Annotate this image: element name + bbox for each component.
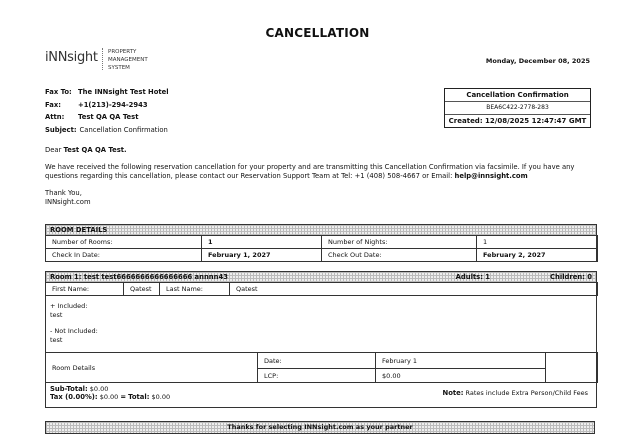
letter-body: [45, 146, 593, 215]
innsight-logo: [45, 46, 165, 74]
greeting: [45, 146, 593, 155]
empty-cell: [546, 353, 598, 383]
total-value: $0.00: [151, 393, 171, 401]
room-details-heading: ROOM DETAILS: [46, 225, 596, 236]
logo-brand: iNNsight: [45, 50, 98, 65]
fax-block: [45, 86, 169, 136]
first-name-label: First Name:: [46, 283, 124, 296]
date-label: Date:: [258, 353, 376, 369]
not-included-label: - Not Included:: [50, 327, 98, 335]
check-in-value: February 1, 2027: [202, 249, 322, 262]
included-label: + Included:: [50, 302, 88, 310]
room-details-table: [45, 235, 598, 262]
logo-divider: [102, 48, 103, 70]
adults-count: Adults: 1: [455, 273, 491, 281]
room-details-section: [45, 224, 597, 262]
included: [50, 302, 592, 319]
table-row: [46, 283, 598, 296]
letter-paragraph: [45, 163, 593, 181]
number-of-rooms-value: 1: [202, 236, 322, 249]
signoff: [45, 189, 593, 207]
table-row: [46, 236, 598, 249]
support-email-link[interactable]: help@innsight.com: [454, 172, 528, 180]
children-count: Children: 0: [550, 273, 592, 281]
lcp-label: LCP:: [258, 369, 376, 383]
attn-value: Test QA QA Test: [78, 113, 139, 121]
fax-value: +1(213)-294-2943: [78, 100, 148, 109]
table-row: [46, 249, 598, 262]
note-value: Rates include Extra Person/Child Fees: [465, 389, 588, 397]
room-title: Room 1: test test6666666666666666 annnn43: [50, 273, 228, 281]
confirmation-box: [444, 88, 591, 128]
subtotal-value: $0.00: [89, 385, 109, 393]
room-details-label: Room Details: [46, 353, 258, 383]
tax-value: $0.00: [99, 393, 119, 401]
confirmation-heading: Cancellation Confirmation: [466, 91, 569, 99]
attn-label: Attn:: [45, 113, 65, 121]
fax-to-value: The INNsight Test Hotel: [78, 88, 169, 96]
logo-subtitle: [108, 48, 148, 72]
inclusions: [46, 296, 596, 353]
greeting-name: Test QA QA Test.: [63, 146, 127, 154]
document-date: Monday, December 08, 2025: [485, 57, 590, 65]
total-label: Total:: [128, 393, 150, 401]
subtotal-label: Sub-Total:: [50, 385, 88, 393]
fax-label: Fax:: [45, 100, 61, 109]
check-out-value: February 2, 2027: [477, 249, 598, 262]
number-of-nights-label: Number of Nights:: [322, 236, 477, 249]
note-label: Note:: [442, 389, 464, 397]
rate-table: [45, 352, 598, 383]
greeting-prefix: Dear: [45, 146, 64, 154]
room-section: [45, 271, 597, 408]
subject-value: Cancellation Confirmation: [79, 125, 168, 134]
number-of-rooms-label: Number of Rooms:: [46, 236, 202, 249]
check-in-label: Check In Date:: [46, 249, 202, 262]
guest-name-table: [45, 282, 598, 296]
logo-subtitle-line: PROPERTY: [108, 49, 137, 55]
table-row: [46, 353, 598, 369]
last-name-value: Qatest: [230, 283, 598, 296]
footer-banner: Thanks for selecting INNsight.com as your partner: [45, 421, 595, 434]
not-included-value: test: [50, 335, 63, 344]
letter-text: We have received the following reservation cancellation for your property and are transmitting this Cancellation Confirmation via facsimile. If you have any questions regarding this cancellation, please contact our Reservation Support Team at Tel: +1 (408) 508-4667 or Email:: [45, 163, 575, 180]
signoff-line: Thank You,: [45, 189, 82, 197]
first-name-value: Qatest: [124, 283, 160, 296]
lcp-value: $0.00: [376, 369, 546, 383]
confirmation-created: Created: 12/08/2025 12:47:47 GMT: [445, 114, 590, 127]
last-name-label: Last Name:: [160, 283, 230, 296]
logo-subtitle-line: SYSTEM: [108, 65, 130, 71]
rates-note: [443, 389, 588, 397]
logo-subtitle-line: MANAGEMENT: [108, 57, 148, 63]
document-title: CANCELLATION: [265, 26, 370, 40]
confirmation-number: BEA6C422-2778-283: [445, 101, 590, 114]
fax-to-label: Fax To:: [45, 88, 72, 96]
not-included: [50, 327, 592, 344]
subject-label: Subject:: [45, 125, 77, 134]
signoff-line: INNsight.com: [45, 198, 91, 206]
included-value: test: [50, 310, 63, 319]
number-of-nights-value: 1: [477, 236, 598, 249]
tax-label: Tax (0.00%):: [50, 393, 98, 401]
date-value: February 1: [376, 353, 546, 369]
totals: Sub-Total: $0.00 Tax (0.00%): $0.00 = Total: $0.00 Note: Rates include Extra Person/Child Fees: [50, 385, 588, 401]
check-out-label: Check Out Date:: [322, 249, 477, 262]
